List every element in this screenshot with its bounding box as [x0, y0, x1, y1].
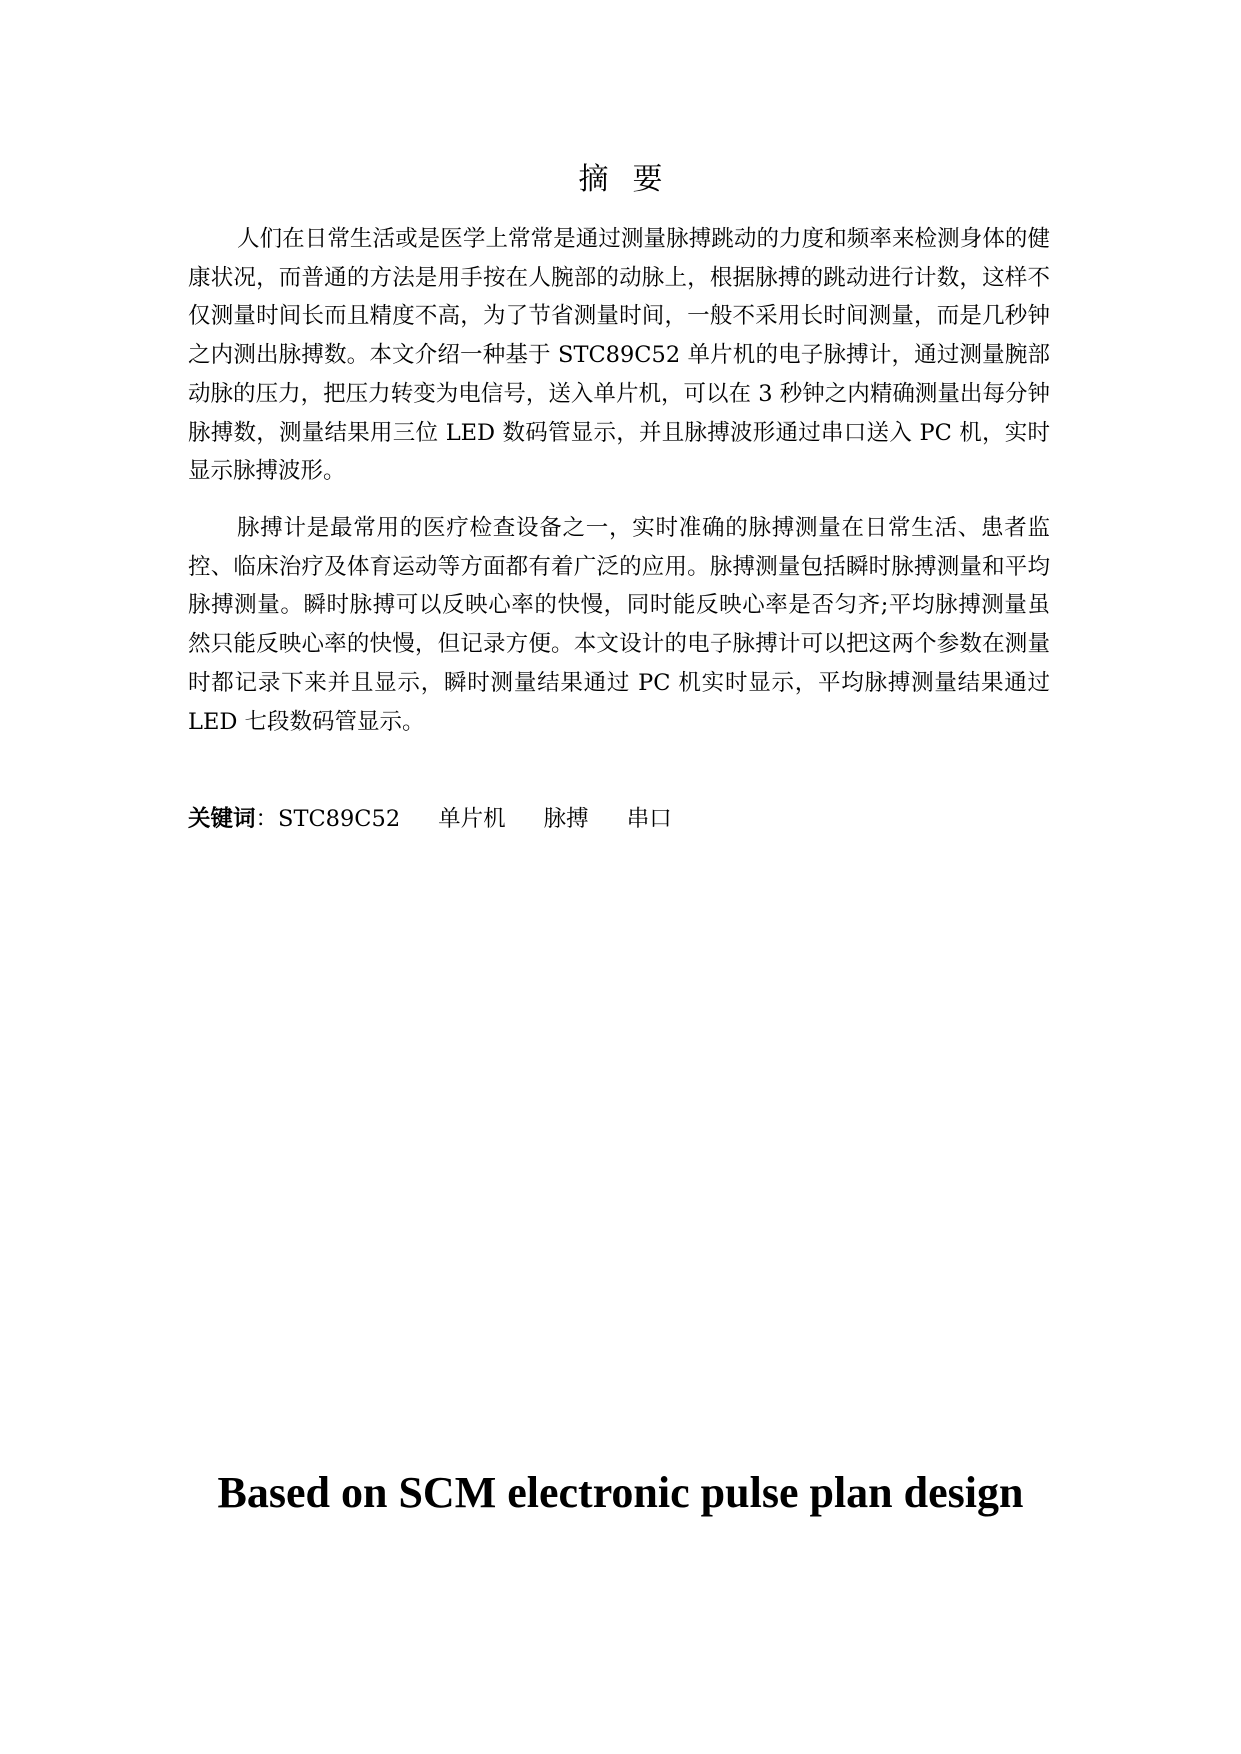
keyword-item: STC89C52: [278, 806, 401, 832]
keywords-label: 关键词: [188, 806, 256, 832]
keywords-line: [188, 800, 710, 838]
keyword-item: 单片机: [438, 806, 506, 832]
keyword-item: 脉搏: [543, 806, 589, 832]
abstract-paragraph-1: 人们在日常生活或是医学上常常是通过测量脉搏跳动的力度和频率来检测身体的健康状况，而普通的方法是用手按在人腕部的动脉上，根据脉搏的跳动进行计数，这样不仅测量时间长而且精度不高，为了节省测量时间，一般不采用长时间测量，而是几秒钟之内测出脉搏数。本文介绍一种基于 STC89C52 单片机的电子脉搏计，通过测量腕部动脉的压力，把压力转变为电信号，送入单片机，可以在 3 秒钟之内精确测量出每分钟脉搏数，测量结果用三位 LED 数码管显示，并且脉搏波形通过串口送入 PC 机，实时显示脉搏波形。: [188, 226, 1050, 485]
abstract-paragraph-2: 脉搏计是最常用的医疗检查设备之一，实时准确的脉搏测量在日常生活、患者监控、临床治疗及体育运动等方面都有着广泛的应用。脉搏测量包括瞬时脉搏测量和平均脉搏测量。瞬时脉搏可以反映心率的快慢，同时能反映心率是否匀齐;平均脉搏测量虽然只能反映心率的快慢，但记录方便。本文设计的电子脉搏计可以把这两个参数在测量时都记录下来并且显示，瞬时测量结果通过 PC 机实时显示，平均脉搏测量结果通过 LED 七段数码管显示。: [188, 515, 1050, 735]
keywords-separator: ：: [255, 806, 279, 832]
abstract-heading: 摘要: [578, 162, 687, 197]
keyword-item: 串口: [626, 806, 672, 832]
english-title: Based on SCM electronic pulse plan design: [217, 1468, 1024, 1517]
